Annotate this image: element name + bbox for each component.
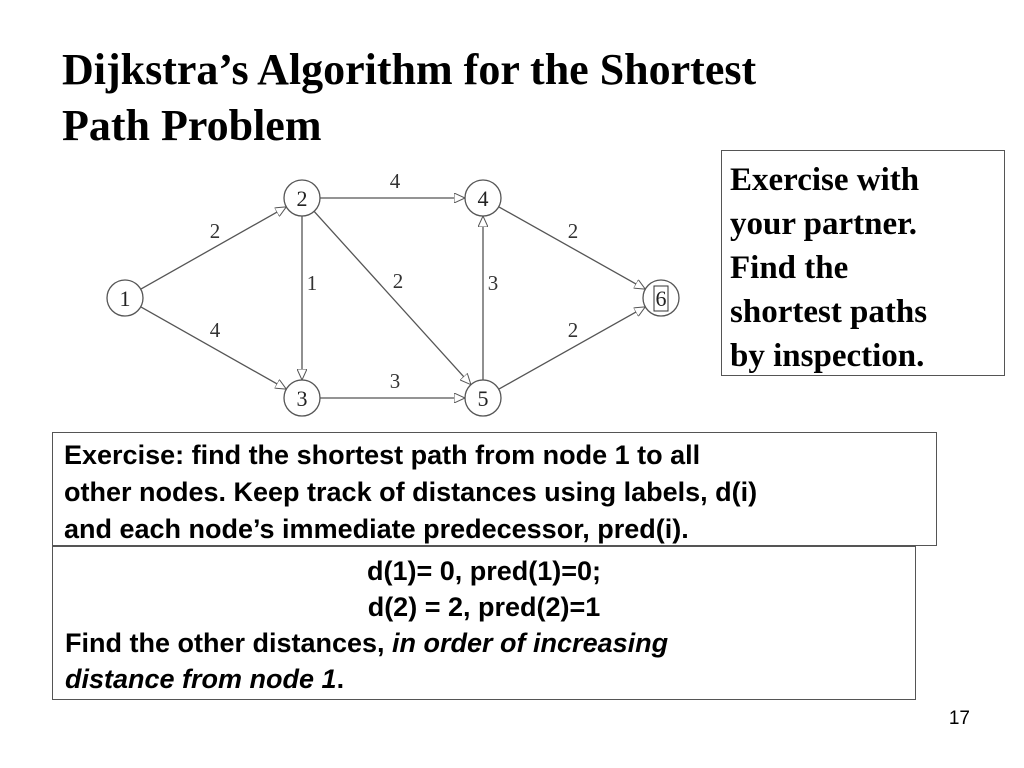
edge-weight-2-3: 1 [306, 271, 318, 295]
distance-line-4 [65, 661, 915, 697]
node-label-3: 3 [296, 386, 308, 411]
edge-weight-2-4: 4 [389, 169, 401, 193]
partner-exercise-box [721, 150, 1005, 376]
distance-line-4-suffix: . [336, 664, 345, 694]
distance-line-2: d(2) = 2, pred(2)=1 [367, 592, 601, 622]
distances-box [52, 546, 916, 700]
node-label-6: 6 [655, 286, 667, 311]
side-line-2: your partner. [730, 206, 918, 242]
distance-line-3-prefix: Find the other distances, [65, 628, 393, 658]
distance-line-4-italic: distance from node 1 [65, 664, 337, 694]
side-line-4: shortest paths [730, 294, 928, 330]
edge-weight-3-5: 3 [389, 369, 401, 393]
edge-weight-1-2: 2 [209, 219, 221, 243]
distance-line-1: d(1)= 0, pred(1)=0; [366, 556, 602, 586]
exercise-instructions-box [52, 432, 937, 546]
edge-weight-2-5: 2 [392, 269, 404, 293]
side-line-5: by inspection. [730, 338, 925, 374]
task-line-3: and each node’s immediate predecessor, pred(i). [64, 514, 689, 544]
network-graph [0, 0, 720, 430]
side-line-1: Exercise with [730, 162, 920, 198]
edge-weight-5-6: 2 [567, 318, 579, 342]
side-line-3: Find the [730, 250, 849, 286]
edge-weight-4-6: 2 [567, 219, 579, 243]
edge-weight-5-4: 3 [487, 271, 499, 295]
edge-2-5 [314, 211, 471, 384]
title-line-2: Path Problem [62, 101, 322, 150]
node-label-1: 1 [119, 286, 131, 311]
page-number: 17 [948, 708, 970, 729]
task-line-2: other nodes. Keep track of distances using labels, d(i) [64, 477, 758, 507]
title-line-1: Dijkstra’s Algorithm for the Shortest [62, 45, 757, 94]
distance-line-3-italic: in order of increasing [392, 628, 669, 658]
node-label-4: 4 [477, 186, 489, 211]
node-label-5: 5 [477, 386, 489, 411]
node-label-2: 2 [296, 186, 308, 211]
edge-weight-1-3: 4 [209, 318, 221, 342]
distance-line-3 [65, 625, 915, 661]
task-line-1: Exercise: find the shortest path from node 1 to all [64, 440, 701, 470]
